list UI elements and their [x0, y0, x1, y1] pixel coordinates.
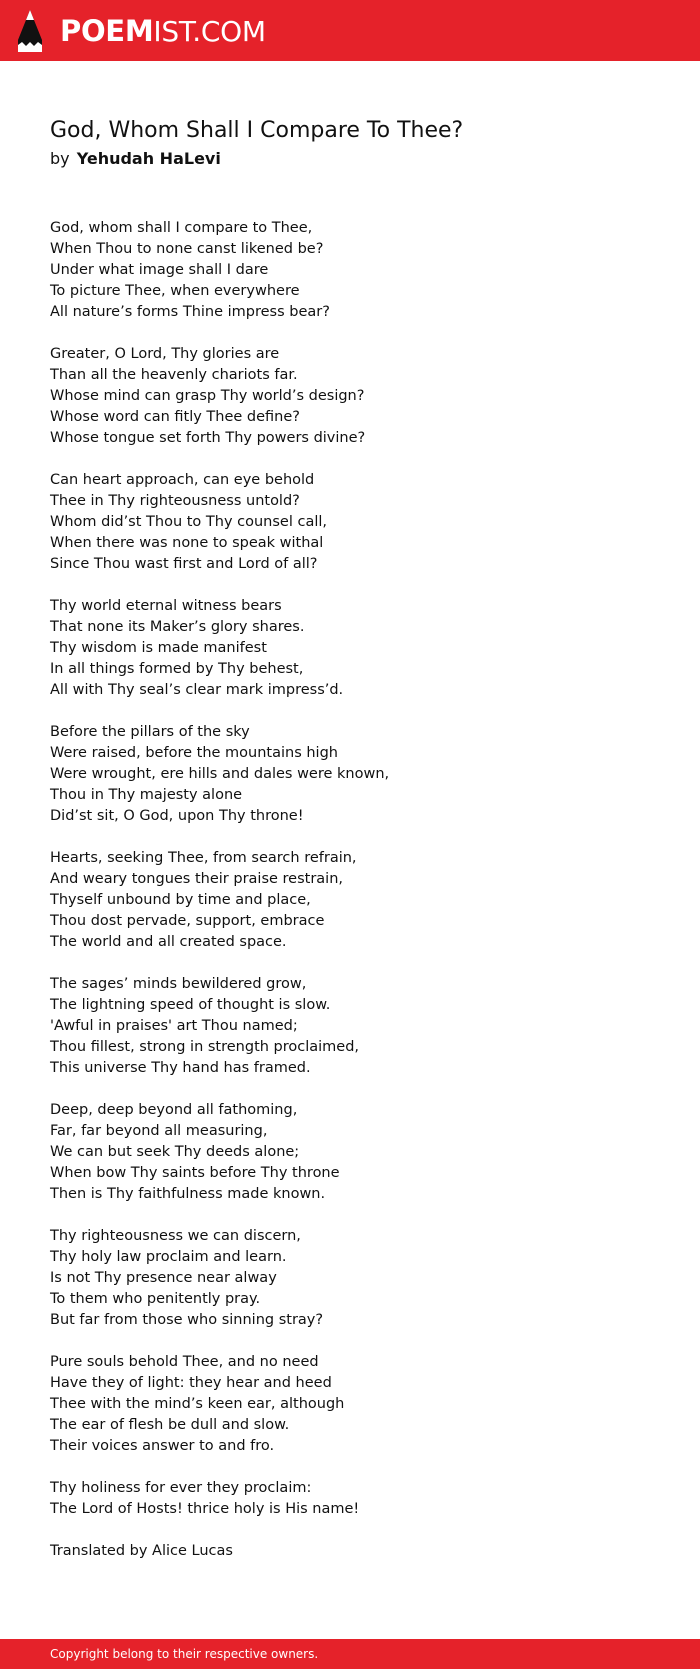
poem-line: Deep, deep beyond all fathoming,	[50, 1102, 298, 1118]
poem-stanza	[50, 1352, 660, 1457]
site-header	[0, 0, 700, 61]
poem-stanza	[50, 470, 660, 575]
site-footer	[0, 1639, 700, 1669]
poem-stanza	[50, 848, 660, 953]
poem-line: Whose tongue set forth Thy powers divine?	[50, 430, 366, 446]
poem-line: The Lord of Hosts! thrice holy is His name!	[50, 1501, 360, 1517]
author-link[interactable]: Yehudah HaLevi	[76, 149, 221, 168]
poem-line: Hearts, seeking Thee, from search refrain,	[50, 850, 357, 866]
pencil-tip-icon	[18, 10, 42, 52]
poem-stanza	[50, 722, 660, 827]
poem-line: Were raised, before the mountains high	[50, 745, 338, 761]
poem-line: Thee with the mind’s keen ear, although	[50, 1396, 345, 1412]
poem-stanza	[50, 1541, 660, 1562]
poem-line: To picture Thee, when everywhere	[50, 283, 300, 299]
copyright-text: Copyright belong to their respective owners.	[50, 1647, 319, 1661]
poem-title: God, Whom Shall I Compare To Thee?	[50, 118, 464, 143]
poem-line: To them who penitently pray.	[50, 1291, 261, 1307]
poem-line: Far, far beyond all measuring,	[50, 1123, 268, 1139]
poem-stanza	[50, 596, 660, 701]
poem-line: In all things formed by Thy behest,	[50, 661, 304, 677]
poem-stanza	[50, 1478, 660, 1520]
poem-line: Thyself unbound by time and place,	[50, 892, 311, 908]
poem-line: Have they of light: they hear and heed	[50, 1375, 332, 1391]
poem-line: Whose word can fitly Thee define?	[50, 409, 300, 425]
poem-line: Than all the heavenly chariots far.	[50, 367, 298, 383]
poem-line: Pure souls behold Thee, and no need	[50, 1354, 319, 1370]
poem-line: Can heart approach, can eye behold	[50, 472, 315, 488]
poem-body	[50, 218, 660, 1583]
poem-line: Whom did’st Thou to Thy counsel call,	[50, 514, 328, 530]
poem-stanza	[50, 1100, 660, 1205]
site-logo-link[interactable]	[18, 8, 266, 54]
poem-line: Thou dost pervade, support, embrace	[50, 913, 325, 929]
poem-line: When Thou to none canst likened be?	[50, 241, 324, 257]
poem-line: Translated by Alice Lucas	[50, 1543, 233, 1559]
byline-prefix: by	[50, 149, 70, 168]
poem-line: 'Awful in praises' art Thou named;	[50, 1018, 298, 1034]
poem-line: Thou fillest, strong in strength proclaimed,	[50, 1039, 360, 1055]
poem-line: Thy holiness for ever they proclaim:	[50, 1480, 312, 1496]
poem-stanza	[50, 974, 660, 1079]
poem-line: Did’st sit, O God, upon Thy throne!	[50, 808, 304, 824]
poem-line: Whose mind can grasp Thy world’s design?	[50, 388, 365, 404]
poem-line: All nature’s forms Thine impress bear?	[50, 304, 330, 320]
poem-line: Their voices answer to and fro.	[50, 1438, 275, 1454]
poem-line: Thou in Thy majesty alone	[50, 787, 243, 803]
poem-line: Thy world eternal witness bears	[50, 598, 282, 614]
poem-line: Thee in Thy righteousness untold?	[50, 493, 300, 509]
poem-line: This universe Thy hand has framed.	[50, 1060, 311, 1076]
logo-word-bold: POEM	[60, 13, 154, 48]
poem-line: And weary tongues their praise restrain,	[50, 871, 344, 887]
poem-stanza	[50, 1226, 660, 1331]
poem-line: The lightning speed of thought is slow.	[50, 997, 331, 1013]
poem-line: The world and all created space.	[50, 934, 287, 950]
poem-line: But far from those who sinning stray?	[50, 1312, 324, 1328]
poem-line: Thy righteousness we can discern,	[50, 1228, 301, 1244]
site-logo-text	[60, 8, 266, 55]
poem-line: The ear of flesh be dull and slow.	[50, 1417, 290, 1433]
poem-stanza	[50, 218, 660, 323]
poem-line: That none its Maker’s glory shares.	[50, 619, 305, 635]
poem-line: We can but seek Thy deeds alone;	[50, 1144, 300, 1160]
poem-line: When there was none to speak withal	[50, 535, 324, 551]
poem-stanza	[50, 344, 660, 449]
poem-line: Were wrought, ere hills and dales were known,	[50, 766, 390, 782]
poem-line: Is not Thy presence near alway	[50, 1270, 277, 1286]
poem-line: Greater, O Lord, Thy glories are	[50, 346, 280, 362]
poem-line: Since Thou wast first and Lord of all?	[50, 556, 318, 572]
poem-line: Thy holy law proclaim and learn.	[50, 1249, 287, 1265]
poem-line: God, whom shall I compare to Thee,	[50, 220, 313, 236]
poem-line: Before the pillars of the sky	[50, 724, 250, 740]
poem-line: The sages’ minds bewildered grow,	[50, 976, 307, 992]
poem-line: When bow Thy saints before Thy throne	[50, 1165, 340, 1181]
logo-word-light: IST.COM	[153, 14, 266, 48]
poem-line: All with Thy seal’s clear mark impress’d.	[50, 682, 344, 698]
poem-line: Thy wisdom is made manifest	[50, 640, 267, 656]
poem-line: Under what image shall I dare	[50, 262, 269, 278]
poem-byline	[50, 148, 221, 170]
poem-line: Then is Thy faithfulness made known.	[50, 1186, 326, 1202]
